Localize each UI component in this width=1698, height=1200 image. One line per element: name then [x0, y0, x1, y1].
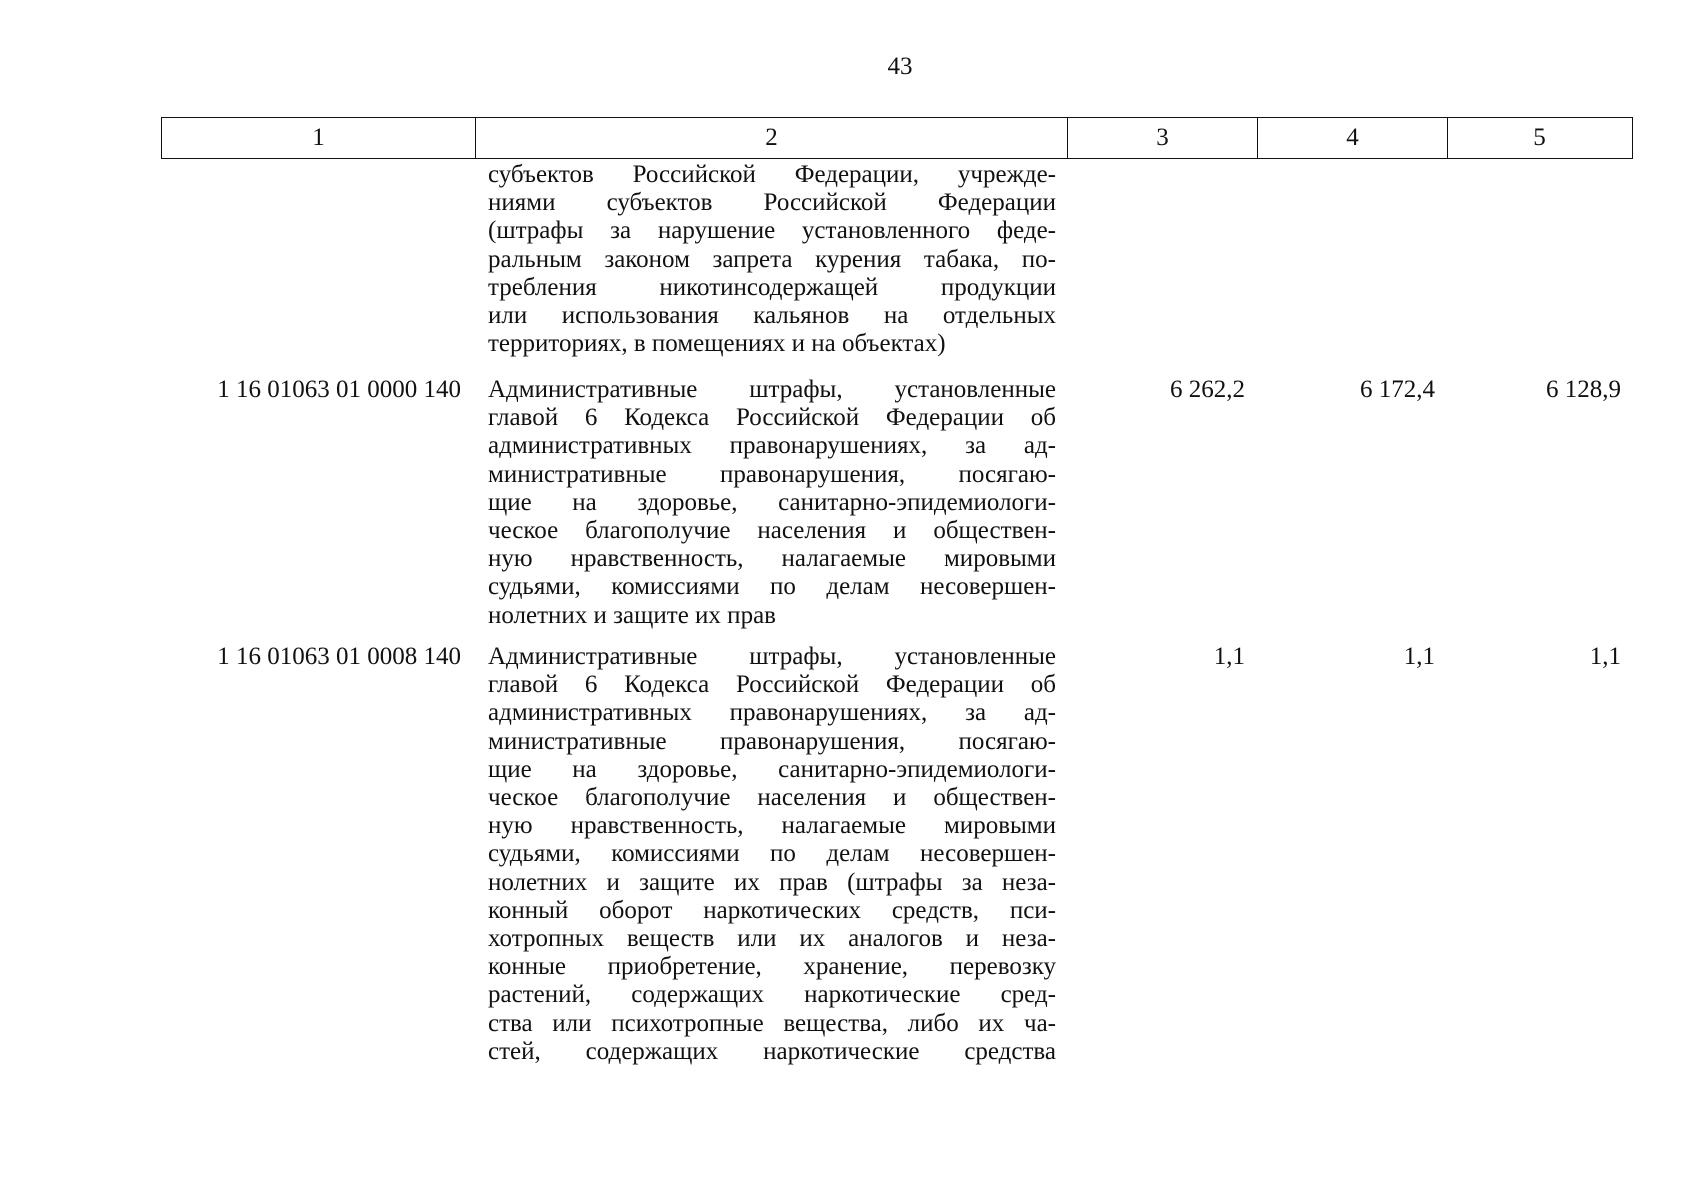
description-line: стей, содержащих наркотические средства — [488, 1037, 1056, 1065]
table-header-row — [161, 117, 1633, 159]
table-header-col-1: 1 — [162, 118, 476, 158]
table-header-col-3: 3 — [1068, 118, 1258, 158]
row-description — [488, 161, 1056, 358]
description-line: конные приобретение, хранение, перевозку — [488, 953, 1056, 981]
description-line: ную нравственность, налагаемые мировыми — [488, 545, 1056, 573]
description-line: административных правонарушениях, за ад- — [488, 699, 1056, 727]
description-line: щие на здоровье, санитарно-эпидемиологи- — [488, 755, 1056, 783]
page-number: 43 — [887, 53, 913, 80]
description-line: Административные штрафы, установленные — [488, 643, 1056, 670]
description-line: субъектов Российской Федерации, учрежде- — [488, 161, 1056, 188]
table-header-col-5: 5 — [1533, 124, 1546, 151]
row-value-col-5: 6 128,9 — [1546, 376, 1621, 403]
description-line: ную нравственность, налагаемые мировыми — [488, 812, 1056, 840]
row-description — [488, 376, 1056, 630]
description-line: административных правонарушениях, за ад- — [488, 432, 1056, 460]
description-line: требления никотинсодержащей продукции — [488, 273, 1056, 301]
description-line: растений, содержащих наркотические сред- — [488, 981, 1056, 1009]
row-value-col-3: 6 262,2 — [1170, 376, 1245, 403]
description-line: ральным законом запрета курения табака, по- — [488, 245, 1056, 273]
description-line: щие на здоровье, санитарно-эпидемиологи- — [488, 488, 1056, 516]
description-line: судьями, комиссиями по делам несовершен- — [488, 840, 1056, 868]
description-line: главой 6 Кодекса Российской Федерации об — [488, 671, 1056, 699]
description-line: территориях, в помещениях и на объектах) — [488, 330, 946, 358]
row-value-col-5: 1,1 — [1589, 643, 1621, 670]
row-value-col-4: 6 172,4 — [1360, 376, 1435, 403]
description-line: конный оборот наркотических средств, пси- — [488, 896, 1056, 924]
description-line: министративные правонарушения, посягаю- — [488, 460, 1056, 488]
description-line: нолетних и защите их прав — [488, 601, 776, 629]
description-line: ческое благополучие населения и обществен- — [488, 784, 1056, 812]
row-value-col-4: 1,1 — [1403, 643, 1435, 670]
description-line: главой 6 Кодекса Российской Федерации об — [488, 404, 1056, 432]
description-line: нолетних и защите их прав (штрафы за неза- — [488, 868, 1056, 896]
row-code: 1 16 01063 01 0000 140 — [217, 376, 461, 403]
description-line: хотропных веществ или их аналогов и неза- — [488, 925, 1056, 953]
description-line: ниями субъектов Российской Федерации — [488, 189, 1056, 217]
description-line: министративные правонарушения, посягаю- — [488, 727, 1056, 755]
table-header-col-4: 4 — [1258, 118, 1448, 158]
description-line: или использования кальянов на отдельных — [488, 302, 1056, 330]
description-line: ства или психотропные вещества, либо их ча- — [488, 1009, 1056, 1037]
description-line: Административные штрафы, установленные — [488, 376, 1056, 403]
table-header-col-2: 2 — [476, 118, 1068, 158]
description-line: (штрафы за нарушение установленного феде- — [488, 217, 1056, 245]
description-line: ческое благополучие населения и обществен- — [488, 517, 1056, 545]
description-line: судьями, комиссиями по делам несовершен- — [488, 573, 1056, 601]
row-code: 1 16 01063 01 0008 140 — [217, 643, 461, 670]
row-description — [488, 643, 1056, 1066]
row-value-col-3: 1,1 — [1213, 643, 1245, 670]
